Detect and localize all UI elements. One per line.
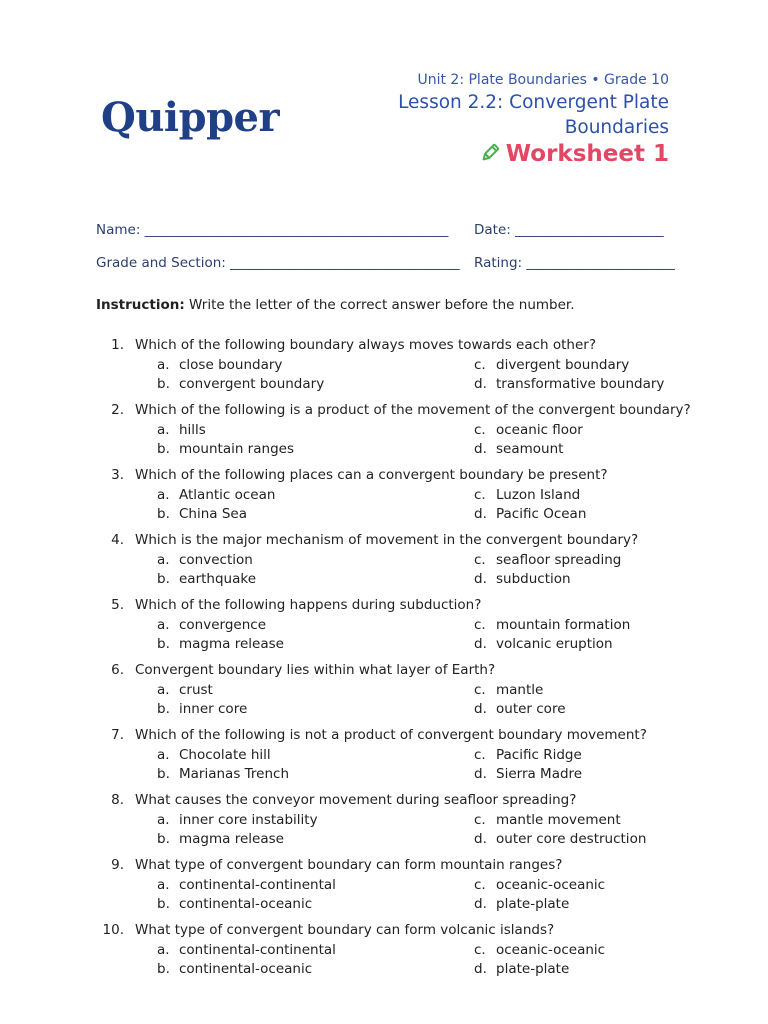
option-text: mantle (496, 682, 544, 698)
option-text: Pacific Ridge (496, 747, 582, 763)
answer-option (157, 441, 294, 457)
option-letter: a. (157, 487, 170, 503)
option-text: mountain ranges (179, 441, 294, 457)
answer-option (157, 487, 275, 503)
option-letter: b. (157, 636, 170, 652)
quipper-logo: Quipper (101, 94, 280, 141)
option-text: outer core (496, 701, 566, 717)
lesson-title (398, 90, 669, 140)
answer-option (474, 812, 621, 828)
question-number: 6. (111, 662, 124, 678)
option-letter: c. (474, 682, 486, 698)
answer-option (474, 961, 569, 977)
option-letter: d. (474, 766, 487, 782)
answer-option (474, 571, 571, 587)
option-letter: b. (157, 831, 170, 847)
question-text: What causes the conveyor movement during seafloor spreading? (135, 792, 577, 808)
answer-option (474, 422, 583, 438)
option-letter: b. (157, 961, 170, 977)
answer-option (474, 636, 613, 652)
option-text: oceanic floor (496, 422, 583, 438)
option-text: Chocolate hill (179, 747, 271, 763)
question-number: 2. (111, 402, 124, 418)
option-text: subduction (496, 571, 571, 587)
option-letter: d. (474, 896, 487, 912)
answer-option (157, 831, 284, 847)
option-text: convergence (179, 617, 267, 633)
answer-option (157, 506, 247, 522)
option-letter: b. (157, 376, 170, 392)
grade-section-field[interactable]: Grade and Section: __________________________________ (96, 255, 460, 271)
option-letter: d. (474, 961, 487, 977)
question-text: What type of convergent boundary can form mountain ranges? (135, 857, 563, 873)
option-text: oceanic-oceanic (496, 942, 606, 958)
option-text: plate-plate (496, 961, 570, 977)
answer-option (474, 552, 621, 568)
option-letter: d. (474, 831, 487, 847)
option-letter: b. (157, 571, 170, 587)
option-text: earthquake (179, 571, 257, 587)
answer-option (157, 812, 318, 828)
option-letter: c. (474, 747, 486, 763)
pencil-icon (480, 143, 500, 169)
worksheet-label: Worksheet 1 (505, 141, 669, 167)
answer-option (474, 376, 664, 392)
option-letter: a. (157, 747, 170, 763)
option-text: Luzon Island (496, 487, 581, 503)
option-letter: c. (474, 552, 486, 568)
instruction-label: Instruction: (96, 297, 185, 313)
option-letter: a. (157, 552, 170, 568)
question-text: Which of the following is a product of the movement of the convergent boundary? (135, 402, 691, 418)
answer-option (157, 961, 312, 977)
option-letter: d. (474, 441, 487, 457)
option-text: Pacific Ocean (496, 506, 587, 522)
question-number: 7. (111, 727, 124, 743)
answer-option (157, 896, 312, 912)
question-text: Which is the major mechanism of movement in the convergent boundary? (135, 532, 639, 548)
answer-option (157, 636, 284, 652)
answer-option (474, 831, 646, 847)
option-letter: c. (474, 617, 486, 633)
answer-option (157, 422, 206, 438)
option-letter: d. (474, 571, 487, 587)
option-text: Marianas Trench (179, 766, 290, 782)
question-number: 5. (111, 597, 124, 613)
option-letter: c. (474, 877, 486, 893)
option-text: seafloor spreading (496, 552, 622, 568)
answer-option (157, 682, 213, 698)
option-text: seamount (496, 441, 564, 457)
option-text: continental-continental (179, 877, 336, 893)
question-text: Which of the following places can a convergent boundary be present? (135, 467, 608, 483)
option-letter: d. (474, 506, 487, 522)
option-text: continental-oceanic (179, 961, 313, 977)
question-text: Which of the following happens during subduction? (135, 597, 482, 613)
option-letter: a. (157, 812, 170, 828)
option-letter: c. (474, 812, 486, 828)
option-text: transformative boundary (496, 376, 665, 392)
option-text: China Sea (179, 506, 248, 522)
option-letter: a. (157, 682, 170, 698)
option-letter: b. (157, 766, 170, 782)
date-field[interactable]: Date: ______________________ (474, 222, 664, 238)
question-text: Which of the following boundary always moves towards each other? (135, 337, 597, 353)
answer-option (474, 506, 586, 522)
answer-option (157, 766, 289, 782)
question-text: Which of the following is not a product of convergent boundary movement? (135, 727, 647, 743)
answer-option (157, 571, 256, 587)
option-letter: c. (474, 422, 486, 438)
answer-option (157, 747, 271, 763)
option-letter: b. (157, 701, 170, 717)
answer-option (157, 701, 247, 717)
option-text: Atlantic ocean (179, 487, 276, 503)
answer-option (474, 682, 543, 698)
option-text: convergent boundary (179, 376, 325, 392)
answer-option (474, 487, 580, 503)
option-letter: d. (474, 636, 487, 652)
option-letter: a. (157, 617, 170, 633)
instruction (96, 297, 575, 313)
option-text: outer core destruction (496, 831, 647, 847)
question-text: Convergent boundary lies within what layer of Earth? (135, 662, 496, 678)
name-field[interactable]: Name: _____________________________________________ (96, 222, 449, 238)
question-number: 9. (111, 857, 124, 873)
instruction-text: Write the letter of the correct answer before the number. (184, 297, 575, 313)
question-number: 3. (111, 467, 124, 483)
option-text: Sierra Madre (496, 766, 583, 782)
answer-option (157, 357, 282, 373)
option-text: convection (179, 552, 253, 568)
option-text: mountain formation (496, 617, 631, 633)
option-text: continental-oceanic (179, 896, 313, 912)
answer-option (474, 877, 605, 893)
option-text: continental-continental (179, 942, 336, 958)
answer-option (474, 942, 605, 958)
answer-option (474, 896, 569, 912)
question-text: What type of convergent boundary can form volcanic islands? (135, 922, 555, 938)
option-letter: c. (474, 942, 486, 958)
option-letter: d. (474, 701, 487, 717)
option-letter: a. (157, 422, 170, 438)
worksheet-title (480, 141, 669, 169)
question-number: 4. (111, 532, 124, 548)
unit-label: Unit 2: Plate Boundaries • Grade 10 (417, 72, 669, 88)
option-text: oceanic-oceanic (496, 877, 606, 893)
option-letter: c. (474, 357, 486, 373)
answer-option (474, 617, 630, 633)
rating-field[interactable]: Rating: ______________________ (474, 255, 675, 271)
option-letter: b. (157, 896, 170, 912)
answer-option (474, 701, 566, 717)
option-letter: b. (157, 506, 170, 522)
lesson-title-line2: Boundaries (564, 117, 669, 138)
answer-option (157, 617, 266, 633)
option-text: magma release (179, 636, 284, 652)
answer-option (157, 552, 253, 568)
answer-option (474, 766, 582, 782)
option-text: divergent boundary (496, 357, 630, 373)
answer-option (474, 357, 629, 373)
option-letter: c. (474, 487, 486, 503)
answer-option (157, 376, 324, 392)
answer-option (157, 942, 336, 958)
option-text: volcanic eruption (496, 636, 613, 652)
option-text: hills (179, 422, 206, 438)
option-letter: b. (157, 441, 170, 457)
option-text: plate-plate (496, 896, 570, 912)
option-letter: d. (474, 376, 487, 392)
option-text: inner core (179, 701, 248, 717)
option-letter: a. (157, 357, 170, 373)
question-number: 8. (111, 792, 124, 808)
option-text: crust (179, 682, 213, 698)
question-number: 1. (111, 337, 124, 353)
option-text: inner core instability (179, 812, 318, 828)
option-letter: a. (157, 877, 170, 893)
lesson-title-line1: Lesson 2.2: Convergent Plate (398, 92, 669, 113)
option-text: mantle movement (496, 812, 621, 828)
answer-option (157, 877, 336, 893)
question-number: 10. (102, 922, 124, 938)
option-text: close boundary (179, 357, 283, 373)
option-letter: a. (157, 942, 170, 958)
answer-option (474, 441, 563, 457)
option-text: magma release (179, 831, 284, 847)
answer-option (474, 747, 582, 763)
